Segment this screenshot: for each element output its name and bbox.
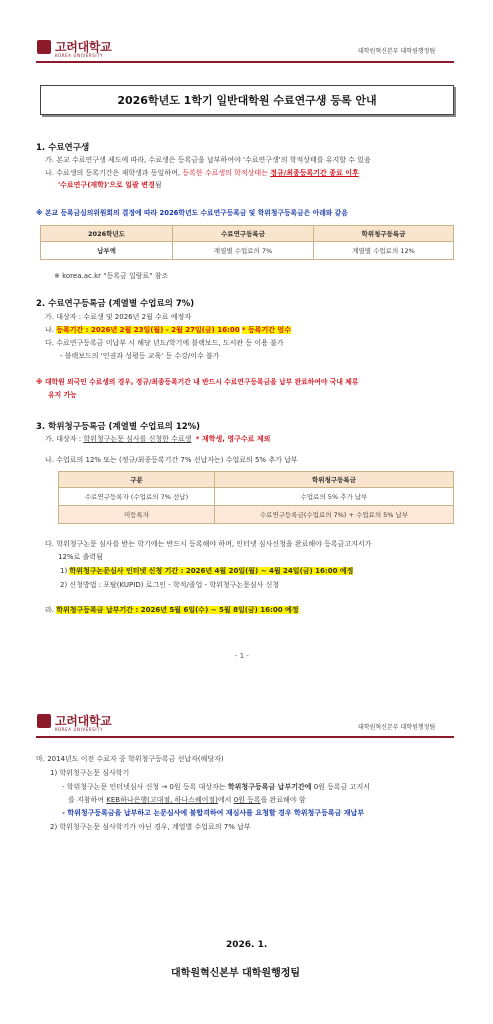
degree-table-cell: 미등록자	[59, 506, 215, 524]
p2-item1b: - 학위청구등록금을 납부하고 논문심사에 불합격하여 재심사를 요청할 경우 학위청구등록금 재납부	[62, 809, 365, 817]
university-logo-icon	[37, 714, 51, 728]
s2-ga: 가. 대상자 : 수료생 및 2026년 2월 수료 예정자	[45, 313, 192, 321]
page-title: 2026학년도 1학기 일반대학원 수료연구생 등록 안내	[117, 94, 377, 107]
notice-foreign-students-2: 유지 가능	[48, 391, 77, 399]
s1-ga: 가. 본교 수료연구생 제도에 따라, 수료생은 등록금을 납부하여야 '수료연구생'의 학적상태를 유지할 수 있음	[45, 156, 371, 164]
logo-subtitle: KOREA UNIVERSITY	[55, 727, 104, 732]
s1-na-line1: 나. 수료생의 등록기간은 재학생과 동일하며, 등록한 수료생의 학적상태는 정규/최종등록기간 종료 이후	[45, 169, 359, 177]
s3-da-line1: 다. 학위청구논문 심사를 받는 학기에는 반드시 등록해야 하며, 인터넷 심사신청을 완료해야 등록금고지서가	[45, 540, 372, 548]
degree-table-cell: 수업료의 5% 추가 납부	[215, 488, 454, 506]
s2-da: 다. 수료연구등록금 미납부 시 해당 년도/학기에 블랙보드, 도서관 등 이용 불가	[45, 339, 284, 347]
s1-na-line2: '수료연구(재학)'으로 일괄 변경됨	[58, 181, 162, 189]
notice-foreign-students: ※ 대학원 외국인 수료생의 경우, 정규/최종등록기간 내 반드시 수료연구등록금을 납부 완료하여야 국내 체류	[36, 378, 359, 386]
p2-ma: 마. 2014년도 이전 수료자 중 학위청구등록금 선납자(해당자)	[36, 755, 224, 763]
footer-org: 대학원혁신본부 대학원행정팀	[171, 968, 301, 979]
s3-da-item2: 2) 신청방법 : 포탈(KUPID) 로그인 - 학적/졸업 - 학위청구논문심사 신청	[60, 581, 280, 589]
section-1-heading: 1. 수료연구생	[36, 143, 90, 153]
header-rule	[36, 61, 454, 63]
degree-table-header: 구분	[59, 472, 215, 488]
degree-fee-table	[58, 471, 454, 524]
logo-subtitle: KOREA UNIVERSITY	[55, 53, 104, 58]
logo-name: 고려대학교	[55, 40, 112, 54]
p2-item1a-line2: 를 지참하여 KEB하나은행(고대점, 하나스퀘어점)에서 0원 등록을 완료해야 함	[68, 796, 306, 804]
reference-note: ※ korea.ac.kr "등록금 일람표" 참조	[54, 272, 169, 280]
degree-table-cell: 수료연구등록자 (수업료의 7% 선납)	[59, 488, 215, 506]
s3-na: 나. 수업료의 12% 또는 (정규/최종등록기간 7% 선납자는) 수업료의 5% 추가 납부	[45, 456, 298, 464]
s2-na: 나. 등록기간 : 2026년 2월 23일(월) - 2월 27일(금) 16:00 * 등록기간 엄수	[45, 326, 291, 334]
s3-ra: 라. 학위청구등록금 납부기간 : 2026년 5월 6일(수) ~ 5월 8일(금) 16:00 예정	[45, 606, 299, 614]
page-number: - 1 -	[235, 652, 249, 660]
s3-da-line2: 12%로 출력됨	[58, 553, 103, 561]
degree-table-header: 학위청구등록금	[215, 472, 454, 488]
title-box	[40, 85, 454, 115]
p2-item2: 2) 학위청구논문 심사학기가 아닌 경우, 계열별 수업료의 7% 납부	[50, 823, 251, 831]
p2-item1: 1) 학위청구논문 심사학기	[50, 769, 130, 777]
s3-ga: 가. 대상자 : 학위청구논문 심사를 신청한 수료생 * 재학생, 영구수료 제외	[45, 435, 271, 443]
fee-table-header: 학위청구등록금	[314, 226, 454, 242]
header-rule	[36, 736, 454, 738]
s2-da-sub: - 블랙보드의 '인권과 성평등 교육' 등 수강/이수 불가	[60, 352, 220, 360]
degree-table-cell: 수료연구등록금(수업료의 7%) + 수업료의 5% 납부	[215, 506, 454, 524]
footer-date: 2026. 1.	[226, 940, 268, 950]
p2-item1a-line1: - 학위청구논문 인터넷심사 신청 → 0원 등록 대상자는 학위청구등록금 납부기간에 0원 등록금 고지서	[62, 783, 370, 791]
logo-name: 고려대학교	[55, 714, 112, 728]
fee-table	[40, 225, 454, 260]
fee-table-cell: 계열별 수업료의 12%	[314, 242, 454, 260]
header-dept: 대학원혁신본부 대학원행정팀	[358, 48, 436, 55]
fee-table-cell: 계열별 수업료의 7%	[173, 242, 314, 260]
s3-da-item1: 1) 학위청구논문심사 인터넷 신청 기간 : 2026년 4월 20일(월) ~ 4월 24일(금) 16:00 예정	[60, 567, 354, 575]
header-dept: 대학원혁신본부 대학원행정팀	[358, 724, 436, 731]
university-logo-icon	[37, 40, 51, 54]
fee-table-cell: 납부액	[41, 242, 173, 260]
fee-table-header: 2026학년도	[41, 226, 173, 242]
fee-table-header: 수료연구등록금	[173, 226, 314, 242]
section-3-heading: 3. 학위청구등록금 (계열별 수업료의 12%)	[36, 422, 201, 432]
notice-fee-decision: ※ 본교 등록금심의위원회의 결정에 따라 2026학년도 수료연구등록금 및 학위청구등록금은 아래와 같음	[36, 209, 348, 217]
section-2-heading: 2. 수료연구등록금 (계열별 수업료의 7%)	[36, 299, 195, 309]
